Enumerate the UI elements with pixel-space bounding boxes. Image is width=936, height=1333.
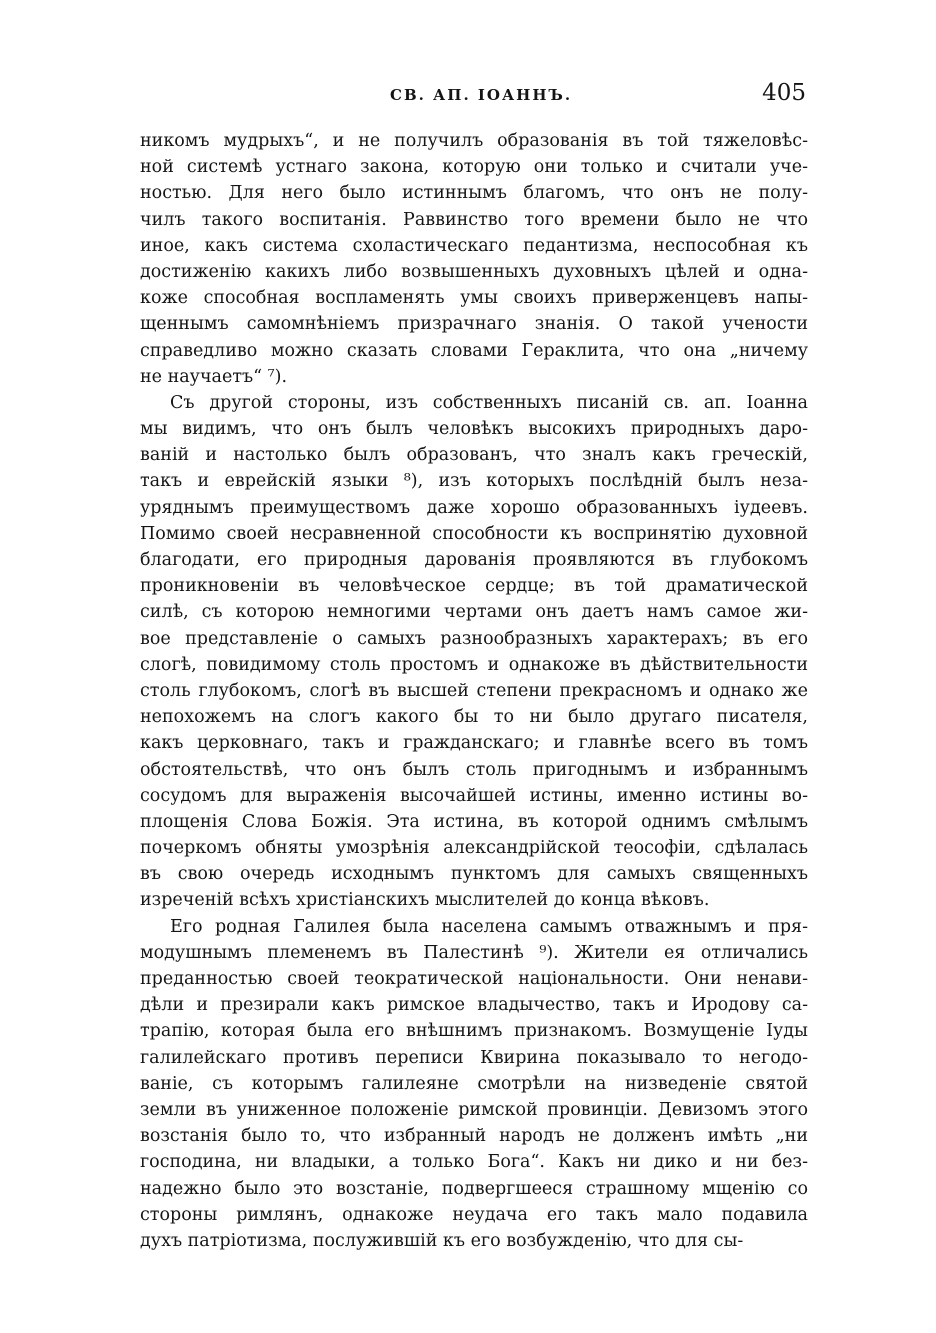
text-line: такъ и еврейскій языки ⁸), изъ которыхъ послѣдній былъ неза- <box>140 471 808 492</box>
text-line: модушнымъ племенемъ въ Палестинѣ ⁹). Жители ея отличались <box>140 942 808 963</box>
text-line: трапію, которая была его внѣшнимъ признакомъ. Возмущеніе Іуды <box>140 1021 808 1042</box>
text-line: не научаетъ“ ⁷). <box>140 366 288 387</box>
paragraph <box>140 128 808 390</box>
text-line: проникновеніи въ человѣческое сердце; въ той драматической <box>140 576 808 597</box>
text-line: изреченій всѣхъ христіанскихъ мыслителей до конца вѣковъ. <box>140 890 710 911</box>
text-line: вое представленіе о самыхъ разнообразныхъ характерахъ; въ его <box>140 628 808 649</box>
text-line: господина, ни владыки, а только Бога“. Какъ ни дико и ни без- <box>140 1152 808 1173</box>
text-line: въ свою очередь исходнымъ пунктомъ для самыхъ священныхъ <box>140 864 808 885</box>
text-line: духъ патріотизма, послужившій къ его возбужденію, что для сы- <box>140 1230 744 1251</box>
text-line: какъ церковнаго, такъ и гражданскаго; и главнѣе всего въ томъ <box>140 733 808 754</box>
text-line: галилейскаго противъ переписи Квирина показывало то негодо- <box>140 1047 808 1068</box>
text-line: сосудомъ для выраженія высочайшей истины, именно истины во- <box>140 785 808 806</box>
text-line: площенія Слова Божія. Эта истина, въ которой однимъ смѣлымъ <box>140 811 808 832</box>
text-line: Помимо своей несравненной способности къ воспринятію духовной <box>140 523 808 544</box>
paragraph <box>140 390 808 914</box>
text-line: силѣ, съ которою немногими чертами онъ даетъ намъ самое жи- <box>140 602 808 623</box>
body-text <box>140 128 808 1254</box>
running-title: СВ. АП. ІОАННЪ. <box>390 86 573 104</box>
text-line: ностью. Для него было истиннымъ благомъ, что онъ не полу- <box>140 183 808 204</box>
text-line: почеркомъ обняты умозрѣнія александрійской теософіи, сдѣлалась <box>140 838 808 859</box>
text-line: ваніе, съ которымъ галилеяне смотрѣли на низведеніе святой <box>140 1073 808 1094</box>
page-header <box>140 80 808 114</box>
text-line: уряднымъ преимуществомъ даже хорошо образованныхъ іудеевъ. <box>140 497 808 518</box>
text-line: благодати, его природныя дарованія проявляются въ глубокомъ <box>140 550 808 570</box>
text-line: столь глубокомъ, слогѣ въ высшей степени прекрасномъ и однако же <box>140 680 808 701</box>
text-line: никомъ мудрыхъ“, и не получилъ образованія въ той тяжеловѣс- <box>140 131 808 151</box>
text-line: непохожемъ на слогъ какого бы то ни было другаго писателя, <box>140 707 808 728</box>
text-line: надежно было это возстаніе, подвергшееся страшному мщенію со <box>140 1178 808 1199</box>
text-line: щеннымъ самомнѣніемъ призрачнаго знанія. О такой учености <box>140 314 808 335</box>
text-line: стороны римлянъ, однакоже неудача его такъ мало подавила <box>140 1204 808 1225</box>
paragraph <box>140 914 808 1254</box>
text-line: ной системѣ устнаго закона, которую они только и считали уче- <box>140 157 808 178</box>
text-line: чилъ такого воспитанія. Раввинство того времени было не что <box>140 209 808 230</box>
text-line: иное, какъ система схоластическаго педантизма, неспособная къ <box>140 235 808 256</box>
page-number: 405 <box>762 80 806 106</box>
text-line: коже способная воспламенять умы своихъ приверженцевъ напы- <box>140 288 808 309</box>
text-line: возстанія было то, что избранный народъ не долженъ имѣть „ни <box>140 1126 808 1147</box>
text-line: мы видимъ, что онъ былъ человѣкъ высокихъ природныхъ даро- <box>140 419 808 440</box>
text-line: преданностью своей теократической національности. Они ненави- <box>140 969 808 989</box>
text-line: Его родная Галилея была населена самымъ отважнымъ и пря- <box>170 916 808 937</box>
text-line: достиженію какихъ либо возвышенныхъ духовныхъ цѣлей и однa- <box>140 261 808 282</box>
text-line: земли въ униженное положеніе римской провинціи. Девизомъ этого <box>140 1099 808 1120</box>
text-line: справедливо можно сказать словами Гераклита, что она „ничему <box>140 340 808 361</box>
text-line: обстоятельствѣ, что онъ былъ столь пригоднымъ и избраннымъ <box>140 759 808 780</box>
text-line: слогѣ, повидимому столь простомъ и однакоже въ дѣйствительности <box>140 654 808 675</box>
text-line: дѣли и презирали какъ римское владычество, такъ и Иродову са- <box>140 995 808 1016</box>
text-line: Съ другой стороны, изъ собственныхъ писаній св. ап. Іоанна <box>170 392 808 413</box>
text-line: ваній и настолько былъ образованъ, что зналъ какъ греческій, <box>140 445 808 466</box>
